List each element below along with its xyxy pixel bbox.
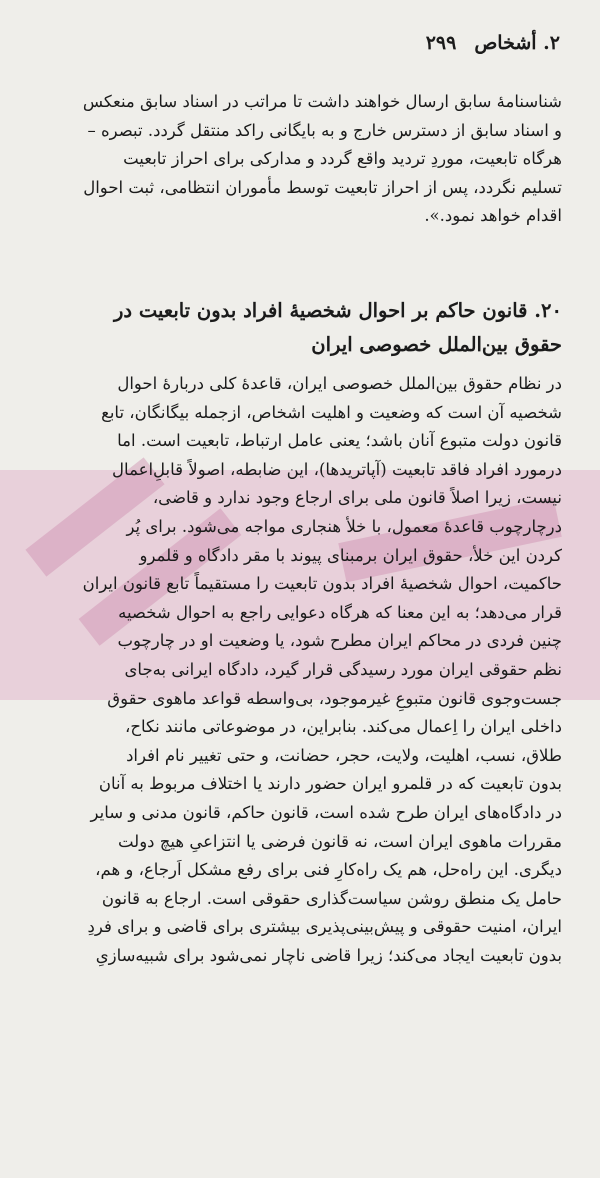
section-heading [38, 294, 562, 362]
text-line: تسلیم نگردد، پس از احراز تابعیت توسط مأموران انتظامی، ثبت احوال [83, 177, 562, 197]
text-line: چنین فردی در محاکم ایران مطرح شود، یا وضعیت او در چارچوب [117, 631, 562, 651]
paragraph-body [38, 370, 562, 970]
chapter-title: ۲. أشخاص [474, 32, 560, 54]
text-line: اقدام خواهد نمود.». [424, 206, 562, 226]
text-line: قرار می‌دهد؛ به این معنا که هرگاه دعوایی راجع به احوال شخصیه [118, 602, 562, 622]
text-line: شناسنامهٔ سابق ارسال خواهند داشت تا مراتب در اسناد سابق منعکس [82, 92, 562, 111]
text-line: نظم حقوقی ایران مورد رسیدگی قرار گیرد، دادگاه ایرانی به‌جای [124, 659, 562, 679]
text-line: در دادگاه‌های ایران طرح شده است، قانون حاکم، قانون مدنی و سایر [90, 802, 562, 822]
text-line: و اسناد سابق از دسترس خارج و به بایگانی راکد منتقل گردد. تبصره – [87, 120, 562, 140]
heading-line: حقوق بین‌الملل خصوصی ایران [311, 333, 562, 356]
text-line: قانون دولت متبوع آنان باشد؛ یعنی عامل ارتباط، تابعیت است. اما [117, 431, 562, 451]
text-line: دیگری. این راه‌حل، هم یک راه‌کارِ فنی برای رفع مشکل اَرجاع، و هم، [95, 860, 562, 880]
text-line: در نظام حقوق بین‌الملل خصوصی ایران، قاعدهٔ کلی دربارهٔ احوال [117, 374, 562, 393]
text-line: بدون تابعیت ایجاد می‌کند؛ زیرا قاضی ناچار نمی‌شود برای شبیه‌سازیِ [95, 945, 562, 965]
text-line: حاکمیت، احوال شخصیهٔ افراد بدون تابعیت را مستقیماً تابع قانون ایران [82, 574, 562, 594]
paragraph-continuation [38, 88, 562, 231]
page-number: ۲۹۹ [425, 32, 457, 54]
text-line: مقررات ماهوی ایران است، نه قانون فرضی یا انتزاعیِ هیچ دولت [117, 831, 562, 851]
text-line: ایران، امنیت حقوقی و پیش‌بینی‌پذیری بیشتری برای قاضی و برای فردِ [87, 917, 562, 937]
text-line: داخلی ایران را اِعمال می‌کند. بنابراین، در موضوعاتی مانند نکاح، [125, 717, 562, 737]
text-line: طلاق، نسب، اهلیت، ولایت، حجر، حضانت، و حتی تغییر نام افراد [126, 745, 562, 765]
text-line: بدون تابعیت که در قلمرو ایران حضور دارند یا اختلاف مربوط به آنان [98, 774, 562, 794]
text-line: کردن این خلأ، حقوق ایران برمبنای پیوند با مقر دادگاه و قلمرو [139, 545, 562, 565]
text-line: حامل یک منطق روشن سیاست‌گذاری حقوقی است. ارجاع به قانون [101, 888, 562, 908]
heading-line: ۲۰. قانون حاکم بر احوال شخصیهٔ افراد بدون تابعیت در [113, 299, 562, 322]
text-line: هرگاه تابعیت، موردِ تردید واقع گردد و مدارکی برای احراز تابعیت [123, 149, 562, 169]
text-line: نیست، زیرا اصلاً قانون ملی برای ارجاع وجود ندارد و قاضی، [152, 488, 562, 508]
text-line: جست‌وجوی قانون متبوعِ غیرموجود، بی‌واسطه قواعد ماهوی حقوق [107, 688, 562, 708]
text-line: شخصیه آن است که وضعیت و اهلیت اشخاص، ازجمله بیگانگان، تابع [101, 402, 562, 422]
text-line: درچارچوب قاعدهٔ معمول، با خلأ هنجاری مواجه می‌شود. برای پُر [126, 516, 562, 536]
text-line: درمورد افراد فاقد تابعیت (آپاتریدها)، این ضابطه، اصولاً قابلِ‌اعمال [112, 459, 562, 479]
running-header [40, 32, 560, 54]
